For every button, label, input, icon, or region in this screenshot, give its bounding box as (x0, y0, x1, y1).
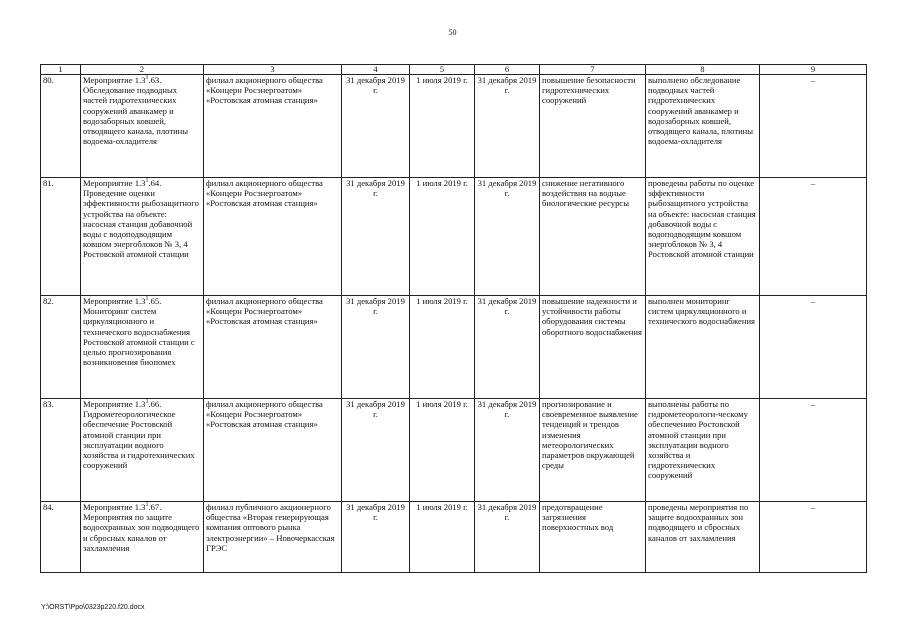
row-number: 83. (41, 399, 81, 502)
date-cell: 1 июля 2019 г. (410, 296, 475, 399)
result-cell: повышение безопасности гидротехнических сооружений (540, 75, 646, 178)
date-cell: 31 декабря 2019 г. (342, 502, 410, 573)
event-code: Мероприятие $1.3^1.64$. (83, 178, 162, 188)
date-cell: 31 декабря 2019 г. (475, 399, 540, 502)
row-number: 81. (41, 178, 81, 296)
event-cell (81, 399, 204, 502)
event-cell (81, 502, 204, 573)
date-cell: 1 июля 2019 г. (410, 502, 475, 573)
row-number: 80. (41, 75, 81, 178)
event-code: Мероприятие $1.3^1.66$. (83, 399, 162, 409)
table-row (41, 178, 867, 296)
result-cell: предотвращение загрязнения поверхностных вод (540, 502, 646, 573)
note-cell: – (760, 399, 867, 502)
event-code: Мероприятие $1.3^1.67$. (83, 502, 162, 512)
table-row (41, 399, 867, 502)
executor-cell: филиал акционерного общества «Концерн Росэнергоатом» «Ростовская атомная станция» (204, 178, 342, 296)
row-number: 82. (41, 296, 81, 399)
measures-table (40, 64, 867, 573)
event-description: Мероприятия по защите водоохранных зон подводящего и сбросных каналов от захламления (83, 512, 200, 553)
header-cell: 1 (41, 65, 81, 75)
event-description: Проведение оценки эффективности рыбозащитного устройства на объекте: насосная станция добавочной воды с водоподводящим ковшом энергоблоков № 3, 4 Ростовской атомной станции (83, 188, 199, 260)
header-cell: 3 (204, 65, 342, 75)
event-cell (81, 75, 204, 178)
date-cell: 31 декабря 2019 г. (475, 75, 540, 178)
result-cell: повышение надежности и устойчивости работы оборудования системы оборотного водоснабжения (540, 296, 646, 399)
executor-cell: филиал акционерного общества «Концерн Росэнергоатом» «Ростовская атомная станция» (204, 75, 342, 178)
date-cell: 31 декабря 2019 г. (342, 75, 410, 178)
table-row (41, 296, 867, 399)
table-row (41, 75, 867, 178)
status-cell: выполнен мониторинг систем циркуляционного и технического водоснабжения (646, 296, 760, 399)
event-description: Мониторинг систем циркуляционного и технического водоснабжения Ростовской атомной станции с целью прогнозирования возникновения биопомех (83, 306, 195, 368)
date-cell: 31 декабря 2019 г. (342, 399, 410, 502)
date-cell: 31 декабря 2019 г. (475, 296, 540, 399)
header-cell: 8 (646, 65, 760, 75)
file-path-footer: Y:\ORST\Ppo\0323p220.f20.docx (41, 604, 145, 611)
date-cell: 1 июля 2019 г. (410, 178, 475, 296)
result-cell: снижение негативного воздействия на водные биологические ресурсы (540, 178, 646, 296)
row-number: 84. (41, 502, 81, 573)
note-cell: – (760, 75, 867, 178)
header-cell: 6 (475, 65, 540, 75)
header-cell: 2 (81, 65, 204, 75)
date-cell: 31 декабря 2019 г. (342, 296, 410, 399)
page-number: 50 (448, 28, 457, 37)
header-row (41, 65, 867, 75)
status-cell: выполнены работы по гидрометеорологи-ческому обеспечению Ростовской атомной станции при эксплуатации водного хозяйства и гидротехнических сооружений (646, 399, 760, 502)
event-description: Обследование подводных частей гидротехнических сооружений аванкамер и водозаборных ковшей, отводящего канала, плотины водоема-охладителя (83, 85, 189, 147)
header-cell: 4 (342, 65, 410, 75)
executor-cell: филиал публичного акционерного общества «Вторая генерирующая компания оптового рынка электроэнергии» – Новочеркасская ГРЭС (204, 502, 342, 573)
status-cell: выполнено обследование подводных частей гидротехнических сооружений аванкамер и водозаборных ковшей, отводящего канала, плотины водоема-охладителя (646, 75, 760, 178)
date-cell: 1 июля 2019 г. (410, 399, 475, 502)
event-code: Мероприятие $1.3^1.63$. (83, 75, 162, 85)
executor-cell: филиал акционерного общества «Концерн Росэнергоатом» «Ростовская атомная станция» (204, 399, 342, 502)
header-cell: 5 (410, 65, 475, 75)
table-row (41, 502, 867, 573)
executor-cell: филиал акционерного общества «Концерн Росэнергоатом» «Ростовская атомная станция» (204, 296, 342, 399)
note-cell: – (760, 296, 867, 399)
date-cell: 31 декабря 2019 г. (342, 178, 410, 296)
note-cell: – (760, 178, 867, 296)
result-cell: прогнозирование и своевременное выявление тенденций и трендов изменения метеорологических параметров окружающей среды (540, 399, 646, 502)
event-cell (81, 178, 204, 296)
event-cell (81, 296, 204, 399)
status-cell: проведены работы по оценке эффективности рыбозащитного устройства на объекте: насосная станция добавочной воды с водоподводящим ковшом энергоблоков № 3, 4 Ростовской атомной станции (646, 178, 760, 296)
status-cell: проведены мероприятия по защите водоохранных зон подводящего и сбросных каналов от захламления (646, 502, 760, 573)
event-code: Мероприятие $1.3^1.65$. (83, 296, 162, 306)
date-cell: 31 декабря 2019 г. (475, 178, 540, 296)
date-cell: 1 июля 2019 г. (410, 75, 475, 178)
header-cell: 9 (760, 65, 867, 75)
note-cell: – (760, 502, 867, 573)
header-cell: 7 (540, 65, 646, 75)
date-cell: 31 декабря 2019 г. (475, 502, 540, 573)
event-description: Гидрометеорологическое обеспечение Ростовской атомной станции при эксплуатации водного хозяйства и гидротехнических сооружений (83, 409, 195, 471)
